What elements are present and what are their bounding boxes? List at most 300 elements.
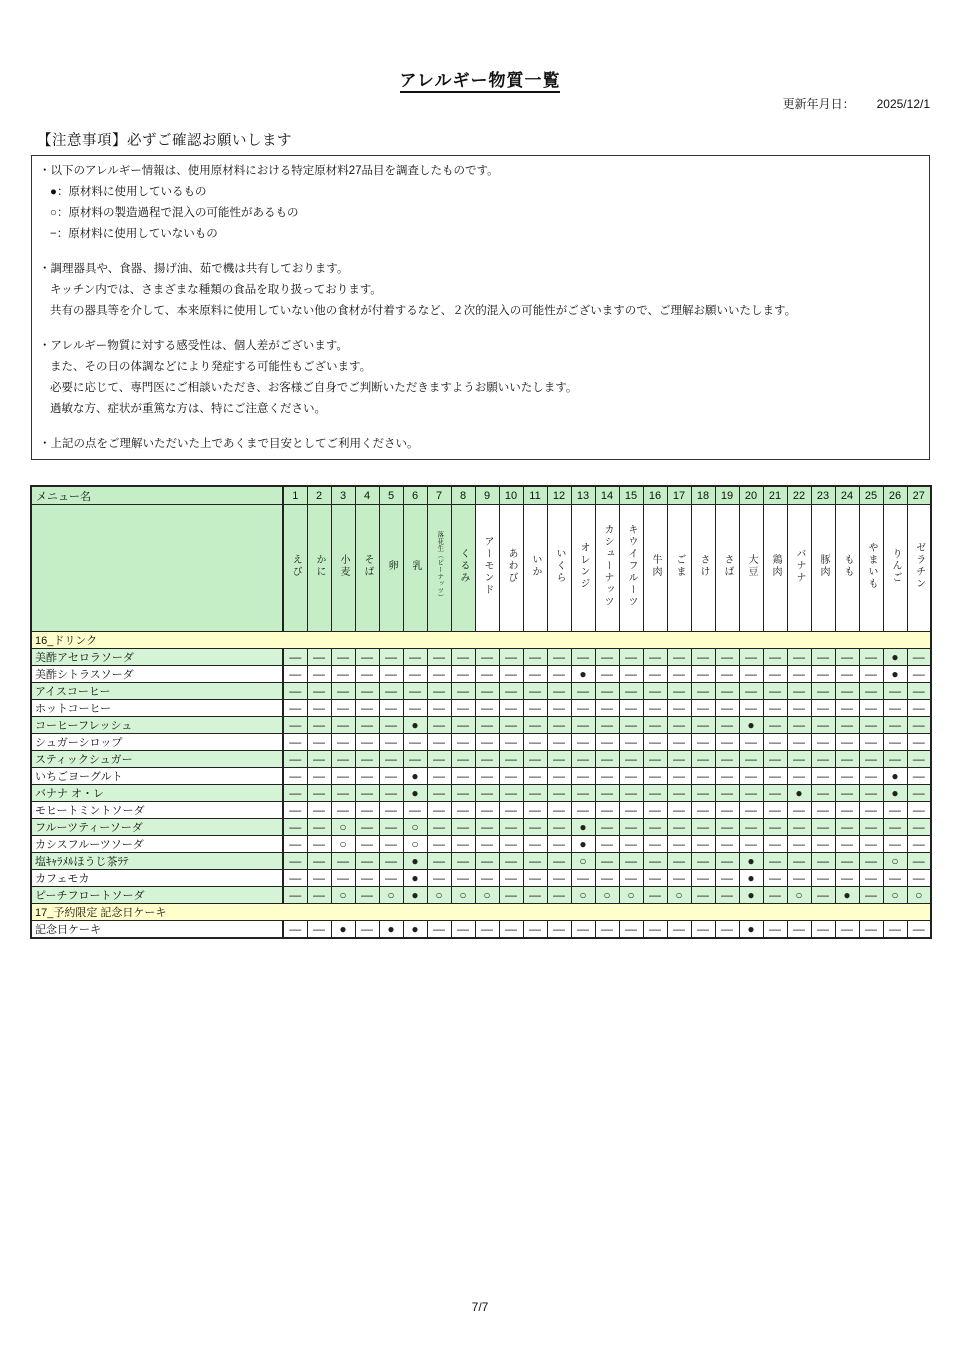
menu-name-cell: いちごヨーグルト xyxy=(31,768,283,785)
allergen-cell: — xyxy=(427,836,451,853)
column-name-text: かに xyxy=(314,553,325,578)
section-header: 17_予約限定 記念日ケーキ xyxy=(31,904,931,921)
allergen-cell: — xyxy=(787,870,811,887)
allergen-cell: — xyxy=(451,717,475,734)
allergen-cell: — xyxy=(523,700,547,717)
column-name-text: 卵 xyxy=(386,560,397,572)
menu-row xyxy=(31,666,931,683)
allergen-cell: — xyxy=(715,649,739,666)
column-name xyxy=(571,505,595,632)
allergen-cell: — xyxy=(331,649,355,666)
allergen-cell: — xyxy=(571,768,595,785)
notice-line: 共有の器具等を介して、本来原料に使用していない他の食材が付着するなど、２次的混入の可能性がございますので、ご理解お願いいたします。 xyxy=(50,305,797,317)
allergen-cell: — xyxy=(835,751,859,768)
column-number: 7 xyxy=(427,486,451,505)
column-name xyxy=(475,505,499,632)
allergen-cell: — xyxy=(763,921,787,939)
allergen-cell: — xyxy=(715,751,739,768)
update-date-label: 更新年月日： xyxy=(782,97,855,111)
menu-name-cell: カシスフルーツソーダ xyxy=(31,836,283,853)
allergen-cell: — xyxy=(883,921,907,939)
allergen-cell: — xyxy=(379,734,403,751)
allergen-cell: ● xyxy=(883,649,907,666)
allergen-cell: — xyxy=(523,870,547,887)
allergen-cell: — xyxy=(331,802,355,819)
allergen-cell: — xyxy=(859,785,883,802)
section-header-row xyxy=(31,632,931,649)
column-number: 13 xyxy=(571,486,595,505)
allergen-cell: — xyxy=(691,700,715,717)
allergen-cell: — xyxy=(643,717,667,734)
allergen-cell: — xyxy=(643,666,667,683)
allergen-cell: ● xyxy=(403,921,427,939)
allergen-cell: — xyxy=(307,751,331,768)
allergen-cell: — xyxy=(835,802,859,819)
allergen-cell: ○ xyxy=(403,836,427,853)
allergen-cell: — xyxy=(643,819,667,836)
column-name-text: やまいも xyxy=(866,541,877,590)
allergen-cell: — xyxy=(475,768,499,785)
column-name-text: さば xyxy=(722,553,733,578)
allergen-cell: — xyxy=(283,751,307,768)
allergen-cell: — xyxy=(451,921,475,939)
allergen-cell: — xyxy=(787,649,811,666)
menu-row xyxy=(31,785,931,802)
allergen-cell: — xyxy=(883,751,907,768)
allergen-cell: — xyxy=(355,666,379,683)
allergen-cell: ● xyxy=(379,921,403,939)
allergen-cell: ○ xyxy=(451,887,475,904)
allergen-cell: — xyxy=(619,785,643,802)
allergen-cell: — xyxy=(379,836,403,853)
allergen-cell: — xyxy=(307,870,331,887)
allergen-cell: — xyxy=(691,870,715,887)
notice-box xyxy=(31,155,930,460)
column-name xyxy=(331,505,355,632)
menu-name-cell: ピーチフロートソーダ xyxy=(31,887,283,904)
allergen-cell: — xyxy=(667,700,691,717)
allergen-cell: ○ xyxy=(379,887,403,904)
notice-line: ・上記の点をご理解いただいた上であくまで目安としてご利用ください。 xyxy=(39,438,419,450)
menu-row xyxy=(31,683,931,700)
allergen-cell: — xyxy=(907,700,931,717)
allergen-cell: — xyxy=(811,887,835,904)
allergen-cell: — xyxy=(763,666,787,683)
allergen-cell: — xyxy=(331,870,355,887)
allergen-cell: — xyxy=(907,853,931,870)
notice-heading: 【注意事項】必ずご確認お願いします xyxy=(37,133,292,149)
allergen-cell: — xyxy=(691,717,715,734)
column-number: 17 xyxy=(667,486,691,505)
allergen-cell: — xyxy=(523,649,547,666)
allergen-cell: — xyxy=(835,700,859,717)
notice-line: ・アレルギー物質に対する感受性は、個人差がございます。 xyxy=(39,340,348,352)
allergen-cell: — xyxy=(355,649,379,666)
menu-row xyxy=(31,734,931,751)
allergen-cell: — xyxy=(307,649,331,666)
column-name xyxy=(739,505,763,632)
allergen-cell: — xyxy=(739,683,763,700)
allergen-cell: — xyxy=(763,649,787,666)
page-title xyxy=(0,66,960,91)
allergen-cell: — xyxy=(571,649,595,666)
allergen-cell: — xyxy=(691,734,715,751)
allergen-cell: — xyxy=(691,666,715,683)
allergen-cell: — xyxy=(451,700,475,717)
allergen-cell: — xyxy=(595,819,619,836)
allergen-cell: — xyxy=(715,853,739,870)
allergen-cell: — xyxy=(427,785,451,802)
allergen-cell: — xyxy=(907,717,931,734)
notice-line: ・以下のアレルギー情報は、使用原材料における特定原材料27品目を調査したものです。 xyxy=(39,165,499,177)
notice-line: また、その日の体調などにより発症する可能性もございます。 xyxy=(50,361,372,373)
allergen-cell: — xyxy=(787,768,811,785)
allergen-cell: — xyxy=(715,683,739,700)
allergen-cell: — xyxy=(715,666,739,683)
column-number: 12 xyxy=(547,486,571,505)
allergen-cell: — xyxy=(835,717,859,734)
allergen-cell: — xyxy=(547,785,571,802)
allergen-cell: — xyxy=(787,700,811,717)
allergen-cell: — xyxy=(715,802,739,819)
notice-line: ●：原材料に使用しているもの xyxy=(50,186,207,198)
allergen-cell: — xyxy=(619,751,643,768)
allergen-cell: — xyxy=(907,751,931,768)
allergen-cell: — xyxy=(475,649,499,666)
allergen-cell: — xyxy=(283,887,307,904)
allergen-cell: — xyxy=(691,802,715,819)
allergen-cell: — xyxy=(547,734,571,751)
allergen-cell: — xyxy=(595,751,619,768)
column-name xyxy=(907,505,931,632)
allergen-cell: — xyxy=(427,717,451,734)
allergen-cell: — xyxy=(715,734,739,751)
notice-line: 過敏な方、症状が重篤な方は、特にご注意ください。 xyxy=(50,403,326,415)
allergen-cell: — xyxy=(763,785,787,802)
allergen-cell: — xyxy=(859,666,883,683)
allergen-cell: — xyxy=(283,921,307,939)
allergen-cell: — xyxy=(595,683,619,700)
notice-line: ○：原材料の製造過程で混入の可能性があるもの xyxy=(50,207,299,219)
allergen-cell: — xyxy=(403,802,427,819)
allergen-cell: — xyxy=(499,734,523,751)
allergen-cell: — xyxy=(883,683,907,700)
allergen-cell: — xyxy=(691,819,715,836)
allergen-cell: — xyxy=(595,870,619,887)
menu-name-cell: アイスコーヒー xyxy=(31,683,283,700)
menu-row xyxy=(31,819,931,836)
menu-name-cell: モヒートミントソーダ xyxy=(31,802,283,819)
menu-name-cell: 美酢アセロラソーダ xyxy=(31,649,283,666)
column-number: 23 xyxy=(811,486,835,505)
allergen-cell: — xyxy=(859,734,883,751)
allergen-cell: — xyxy=(595,836,619,853)
menu-row xyxy=(31,768,931,785)
allergen-cell: — xyxy=(715,836,739,853)
allergen-cell: — xyxy=(523,717,547,734)
allergen-cell: — xyxy=(547,887,571,904)
allergen-cell: — xyxy=(739,666,763,683)
allergen-cell: — xyxy=(307,768,331,785)
menu-name-header-spacer xyxy=(31,505,283,632)
allergen-cell: — xyxy=(499,887,523,904)
allergen-cell: — xyxy=(427,649,451,666)
allergen-cell: — xyxy=(451,853,475,870)
allergen-cell: — xyxy=(739,649,763,666)
allergen-cell: — xyxy=(715,785,739,802)
allergen-cell: — xyxy=(523,853,547,870)
allergen-cell: — xyxy=(811,921,835,939)
allergen-cell: — xyxy=(739,836,763,853)
allergen-cell: — xyxy=(667,802,691,819)
allergen-cell: — xyxy=(475,921,499,939)
allergen-cell: — xyxy=(499,700,523,717)
allergen-cell: — xyxy=(907,921,931,939)
allergen-cell: — xyxy=(595,734,619,751)
allergen-cell: — xyxy=(355,802,379,819)
allergen-cell: — xyxy=(787,717,811,734)
column-number: 1 xyxy=(283,486,307,505)
allergen-cell: ● xyxy=(571,836,595,853)
column-name xyxy=(403,505,427,632)
allergen-cell: — xyxy=(643,785,667,802)
allergen-cell: — xyxy=(475,819,499,836)
allergen-cell: — xyxy=(763,802,787,819)
allergen-cell: — xyxy=(835,734,859,751)
column-number: 22 xyxy=(787,486,811,505)
allergen-cell: — xyxy=(451,734,475,751)
allergen-cell: — xyxy=(403,666,427,683)
allergen-cell: — xyxy=(547,802,571,819)
column-name-text: りんご xyxy=(890,547,901,584)
allergen-cell: — xyxy=(595,700,619,717)
allergen-cell: — xyxy=(763,734,787,751)
allergen-cell: — xyxy=(835,836,859,853)
allergen-cell: — xyxy=(355,870,379,887)
allergen-cell: — xyxy=(355,819,379,836)
allergen-cell: — xyxy=(547,700,571,717)
allergen-cell: — xyxy=(811,717,835,734)
allergen-cell: — xyxy=(523,734,547,751)
allergen-cell: ○ xyxy=(883,853,907,870)
column-name xyxy=(379,505,403,632)
allergen-cell: — xyxy=(499,921,523,939)
allergen-cell: — xyxy=(835,819,859,836)
allergen-cell: — xyxy=(379,853,403,870)
notice-paragraph xyxy=(39,259,922,322)
column-name xyxy=(595,505,619,632)
allergen-cell: ○ xyxy=(427,887,451,904)
allergen-cell: ○ xyxy=(571,887,595,904)
column-number: 14 xyxy=(595,486,619,505)
allergen-cell: — xyxy=(355,717,379,734)
allergen-cell: — xyxy=(283,734,307,751)
allergen-cell: — xyxy=(475,666,499,683)
allergen-cell: — xyxy=(283,870,307,887)
allergen-cell: — xyxy=(787,853,811,870)
column-name-text: もも xyxy=(842,553,853,578)
allergen-cell: — xyxy=(379,649,403,666)
menu-name-cell: カフェモカ xyxy=(31,870,283,887)
allergen-cell: — xyxy=(499,785,523,802)
column-name xyxy=(283,505,307,632)
allergen-cell: — xyxy=(379,870,403,887)
allergen-cell: — xyxy=(715,717,739,734)
allergen-cell: — xyxy=(619,768,643,785)
menu-row xyxy=(31,802,931,819)
allergen-cell: ○ xyxy=(475,887,499,904)
allergen-cell: — xyxy=(643,734,667,751)
allergen-table xyxy=(30,485,932,939)
allergen-cell: — xyxy=(595,921,619,939)
allergen-cell: — xyxy=(475,717,499,734)
update-date xyxy=(783,95,930,112)
allergen-cell: — xyxy=(907,768,931,785)
allergen-cell: — xyxy=(859,717,883,734)
allergen-cell: — xyxy=(595,666,619,683)
allergen-cell: — xyxy=(475,751,499,768)
allergen-cell: ● xyxy=(403,870,427,887)
allergen-cell: — xyxy=(355,700,379,717)
allergen-cell: — xyxy=(355,734,379,751)
allergen-cell: — xyxy=(619,717,643,734)
allergen-cell: — xyxy=(691,683,715,700)
allergen-cell: — xyxy=(403,751,427,768)
allergen-cell: — xyxy=(427,666,451,683)
allergen-cell: — xyxy=(331,734,355,751)
column-name-text: そば xyxy=(362,553,373,578)
allergen-cell: — xyxy=(643,870,667,887)
allergen-cell: — xyxy=(859,853,883,870)
allergen-cell: — xyxy=(907,870,931,887)
allergen-cell: — xyxy=(739,751,763,768)
allergen-cell: — xyxy=(331,700,355,717)
allergen-cell: — xyxy=(619,700,643,717)
allergen-cell: — xyxy=(883,734,907,751)
allergen-cell: — xyxy=(451,751,475,768)
column-number: 18 xyxy=(691,486,715,505)
allergen-cell: — xyxy=(571,717,595,734)
allergen-cell: — xyxy=(523,683,547,700)
page-title-text: アレルギー物質一覧 xyxy=(400,71,561,93)
allergen-cell: — xyxy=(763,751,787,768)
allergen-cell: — xyxy=(379,768,403,785)
allergen-cell: — xyxy=(619,921,643,939)
allergen-cell: — xyxy=(307,836,331,853)
allergen-cell: — xyxy=(547,683,571,700)
allergen-cell: — xyxy=(451,785,475,802)
allergen-cell: — xyxy=(547,870,571,887)
allergen-cell: — xyxy=(451,870,475,887)
allergen-cell: — xyxy=(355,768,379,785)
allergen-cell: — xyxy=(307,819,331,836)
menu-row xyxy=(31,751,931,768)
column-number: 11 xyxy=(523,486,547,505)
allergen-cell: — xyxy=(811,734,835,751)
allergen-cell: — xyxy=(499,683,523,700)
allergen-cell: — xyxy=(643,700,667,717)
allergen-cell: — xyxy=(523,666,547,683)
column-number: 5 xyxy=(379,486,403,505)
allergen-cell: — xyxy=(547,717,571,734)
column-number: 20 xyxy=(739,486,763,505)
allergen-cell: — xyxy=(619,853,643,870)
allergen-cell: — xyxy=(595,717,619,734)
column-number-row xyxy=(31,486,931,505)
allergen-cell: — xyxy=(763,887,787,904)
allergen-cell: ● xyxy=(403,853,427,870)
column-name xyxy=(811,505,835,632)
allergen-cell: — xyxy=(835,870,859,887)
column-name-text: 大豆 xyxy=(746,553,757,578)
column-name-text: いか xyxy=(530,553,541,578)
column-name xyxy=(451,505,475,632)
allergen-cell: — xyxy=(307,683,331,700)
allergen-cell: — xyxy=(331,768,355,785)
allergen-cell: — xyxy=(811,870,835,887)
allergen-cell: — xyxy=(355,751,379,768)
allergen-cell: — xyxy=(859,751,883,768)
allergen-cell: — xyxy=(451,802,475,819)
allergen-cell: — xyxy=(547,751,571,768)
allergen-cell: — xyxy=(451,768,475,785)
allergen-cell: — xyxy=(907,734,931,751)
allergen-cell: — xyxy=(859,683,883,700)
allergen-cell: — xyxy=(595,768,619,785)
allergen-cell: — xyxy=(283,700,307,717)
allergen-cell: — xyxy=(499,870,523,887)
column-name xyxy=(619,505,643,632)
menu-row xyxy=(31,853,931,870)
allergen-cell: — xyxy=(619,870,643,887)
allergen-cell: ○ xyxy=(787,887,811,904)
allergen-cell: — xyxy=(499,836,523,853)
column-number: 24 xyxy=(835,486,859,505)
menu-name-cell: 記念日ケーキ xyxy=(31,921,283,939)
allergen-cell: — xyxy=(619,819,643,836)
update-date-value: 2025/12/1 xyxy=(876,97,930,111)
allergen-cell: — xyxy=(379,751,403,768)
allergen-cell: — xyxy=(499,717,523,734)
allergen-cell: — xyxy=(283,768,307,785)
column-name xyxy=(835,505,859,632)
column-name xyxy=(787,505,811,632)
allergen-cell: — xyxy=(643,921,667,939)
allergen-cell: ● xyxy=(739,853,763,870)
allergen-cell: — xyxy=(763,717,787,734)
column-name-text: いくら xyxy=(554,547,565,584)
allergen-cell: — xyxy=(643,853,667,870)
allergen-cell: — xyxy=(547,921,571,939)
allergen-cell: — xyxy=(787,921,811,939)
allergen-cell: — xyxy=(667,853,691,870)
notice-paragraph xyxy=(39,336,922,420)
allergen-cell: — xyxy=(835,768,859,785)
allergen-cell: — xyxy=(595,802,619,819)
column-number: 26 xyxy=(883,486,907,505)
allergen-cell: — xyxy=(307,853,331,870)
allergen-cell: — xyxy=(499,768,523,785)
allergen-cell: — xyxy=(499,666,523,683)
allergen-cell: — xyxy=(499,853,523,870)
allergen-cell: — xyxy=(571,734,595,751)
allergen-cell: — xyxy=(667,921,691,939)
allergen-cell: — xyxy=(715,887,739,904)
allergen-cell: — xyxy=(763,853,787,870)
allergen-cell: — xyxy=(331,853,355,870)
column-number: 27 xyxy=(907,486,931,505)
allergen-cell: — xyxy=(667,836,691,853)
